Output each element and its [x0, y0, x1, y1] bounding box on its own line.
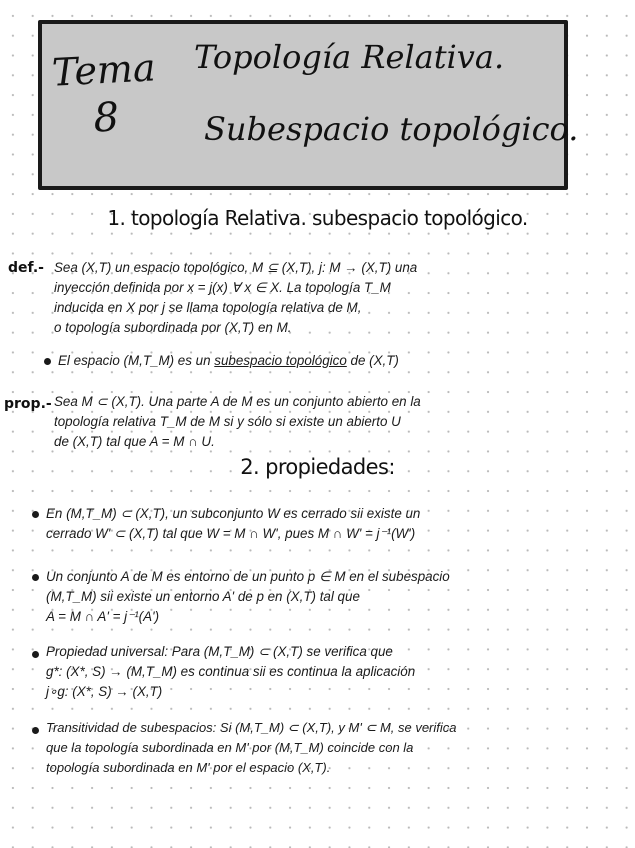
bullet-dot — [32, 574, 39, 581]
proposition-line: Sea M ⊂ (X,T). Una parte A de M es un conjunto abierto en la — [54, 394, 421, 409]
property-line: j∘g: (X*, S) → (X,T) — [46, 684, 163, 699]
property-line: A = M ∩ A' = j⁻¹(A') — [46, 609, 160, 624]
proposition-line: topología relativa T_M de M si y sólo si existe un abierto U — [54, 414, 401, 429]
definition-line: inyección definida por x = j(x) ∀ x ∈ X. La topología T_M — [54, 280, 391, 295]
section-1-heading: 1. topología Relativa. subespacio topológico. — [107, 206, 528, 230]
definition-line: Sea (X,T) un espacio topológico, M ⊆ (X,T), j: M → (X,T) una — [54, 260, 418, 275]
definition-text — [54, 258, 417, 338]
property-line: En (M,T_M) ⊂ (X,T), un subconjunto W es cerrado sii existe un — [46, 506, 421, 521]
section-2-heading: 2. propiedades: — [240, 455, 395, 479]
definition-line: inducida en X por j se llama topología relativa de M, — [54, 300, 362, 315]
subespacio-topologico-term: subespacio topológico — [214, 353, 347, 368]
title-box — [38, 20, 579, 190]
property-line: Un conjunto A de M es entorno de un punto p ∈ M en el subespacio — [46, 569, 450, 584]
property-line: cerrado W' ⊂ (X,T) tal que W = M ∩ W', pues M ∩ W' = j⁻¹(W') — [46, 526, 416, 541]
bullet-dot — [44, 358, 51, 365]
definition-line: o topología subordinada por (X,T) en M. — [54, 320, 292, 335]
def-label: def.- — [8, 260, 44, 276]
tema-word: Tema — [50, 45, 157, 95]
proposition-line: de (X,T) tal que A = M ∩ U. — [54, 434, 215, 449]
property-line: que la topología subordinada en M' por (M,T_M) coincide con la — [46, 740, 414, 755]
bullet-dot — [32, 511, 39, 518]
title-line-1: Topología Relativa. — [194, 38, 505, 76]
prop-label: prop.- — [4, 396, 52, 412]
bullet-text-post: de (X,T) — [346, 353, 399, 368]
proposition-text — [54, 392, 421, 452]
bullet-dot — [32, 727, 39, 734]
property-line: Transitividad de subespacios: Si (M,T_M) ⊂ (X,T), y M' ⊂ M, se verifica — [46, 720, 457, 735]
tema-label — [48, 43, 163, 145]
property-closed-sets — [46, 504, 420, 544]
tema-number: 8 — [92, 94, 121, 142]
property-line: g*: (X*, S) → (M,T_M) es continua sii es continua la aplicación — [46, 664, 416, 679]
title-line-2: Subespacio topológico. — [204, 110, 579, 148]
bullet-dot — [32, 651, 39, 658]
property-transitivity — [46, 718, 457, 778]
subspace-bullet — [58, 351, 399, 371]
property-line: Propiedad universal: Para (M,T_M) ⊂ (X,T) se verifica que — [46, 644, 393, 659]
property-line: topología subordinada en M' por el espacio (X,T). — [46, 760, 331, 775]
property-neighborhoods — [46, 567, 450, 627]
property-universal — [46, 642, 415, 702]
bullet-text-pre: El espacio (M,T_M) es un — [58, 353, 215, 368]
property-line: (M,T_M) sii existe un entorno A' de p en (X,T) tal que — [46, 589, 360, 604]
